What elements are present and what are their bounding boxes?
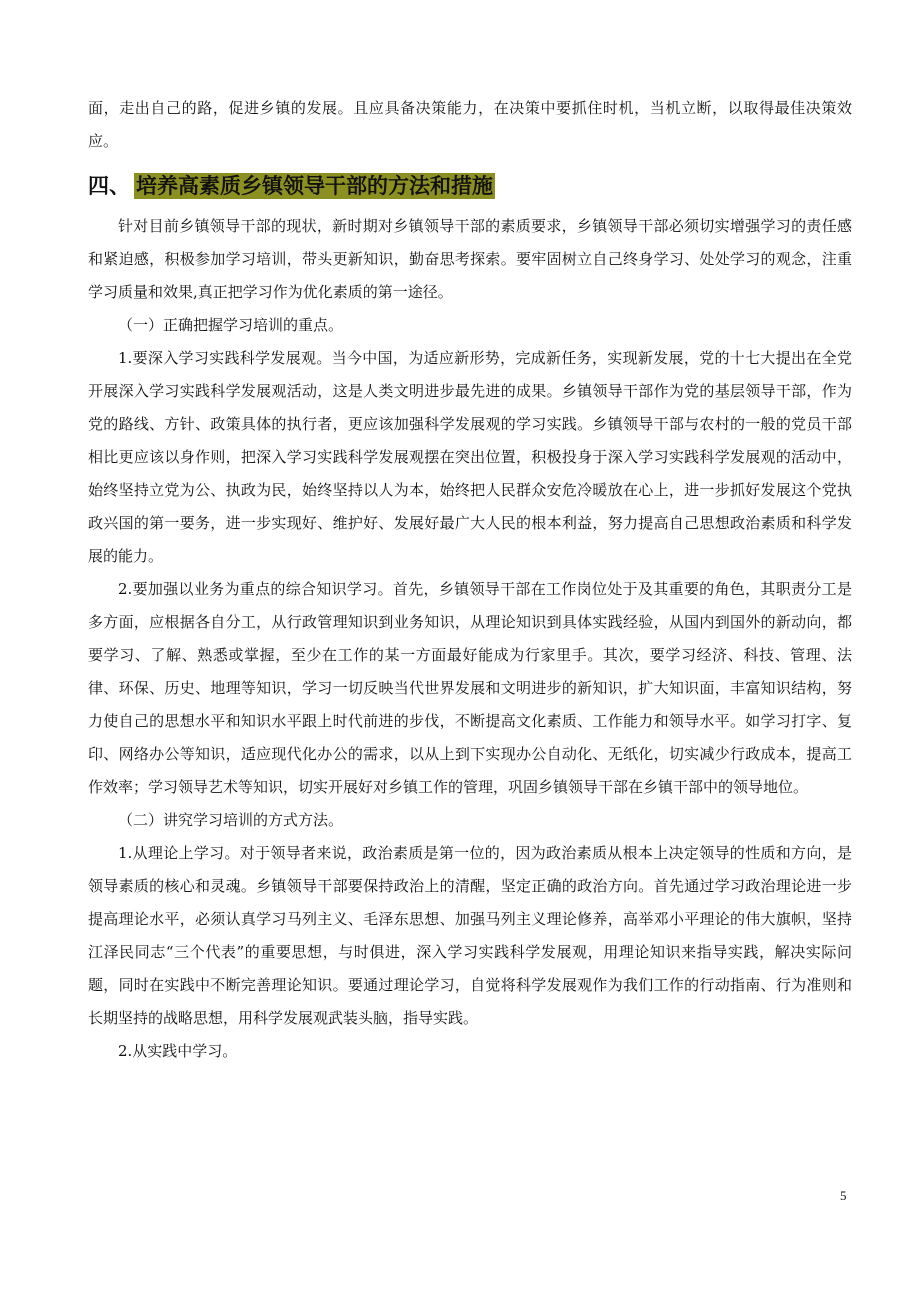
paragraph-2: 1.要深入学习实践科学发展观。当今中国，为适应新形势，完成新任务，实现新发展，党的十七大提出在全党开展深入学习实践科学发展观活动，这是人类文明进步最先进的成果。乡镇领导干部作为党的基层领导干部，作为党的路线、方针、政策具体的执行者，更应该加强科学发展观的学习实践。乡镇领导干部与农村的一般的党员干部相比更应该以身作则，把深入学习实践科学发展观摆在突出位置，积极投身于深入学习实践科学发展观的活动中，始终坚持立党为公、执政为民，始终坚持以人为本，始终把人民群众安危冷暖放在心上，进一步抓好发展这个党执政兴国的第一要务，进一步实现好、维护好、发展好最广大人民的根本利益，努力提高自己思想政治素质和科学发展的能力。 bbox=[88, 349, 852, 565]
section-number: 四、 bbox=[88, 174, 130, 198]
subheading-1: （一）正确把握学习培训的重点。 bbox=[118, 316, 344, 334]
page-number: 5 bbox=[840, 1188, 847, 1203]
paragraph-4: 1.从理论上学习。对于领导者来说，政治素质是第一位的，因为政治素质从根本上决定领导的性质和方向，是领导素质的核心和灵魂。乡镇领导干部要保持政治上的清醒，坚定正确的政治方向。首先通过学习政治理论进一步提高理论水平，必须认真学习马列主义、毛泽东思想、加强马列主义理论修养，高举邓小平理论的伟大旗帜，坚持江泽民同志“三个代表”的重要思想，与时俱进，深入学习实践科学发展观，用理论知识来指导实践，解决实际问题，同时在实践中不断完善理论知识。要通过理论学习，自觉将科学发展观作为我们工作的行动指南、行为准则和长期坚持的战略思想，用科学发展观武装头脑，指导实践。 bbox=[88, 844, 852, 1027]
section-title-highlighted: 培养高素质乡镇领导干部的方法和措施 bbox=[136, 174, 493, 198]
subheading-2: （二）讲究学习培训的方式方法。 bbox=[118, 811, 344, 829]
paragraph-intro-tail: 面，走出自己的路，促进乡镇的发展。且应具备决策能力，在决策中要抓住时机，当机立断，以取得最佳决策效应。 bbox=[88, 99, 852, 150]
section-heading bbox=[88, 166, 852, 206]
paragraph-3: 2.要加强以业务为重点的综合知识学习。首先，乡镇领导干部在工作岗位处于及其重要的角色，其职责分工是多方面，应根据各自分工，从行政管理知识到业务知识，从理论知识到具体实践经验，从国内到国外的新动向，都要学习、了解、熟悉或掌握，至少在工作的某一方面最好能成为行家里手。其次，要学习经济、科技、管理、法律、环保、历史、地理等知识，学习一切反映当代世界发展和文明进步的新知识，扩大知识面，丰富知识结构，努力使自己的思想水平和知识水平跟上时代前进的步伐，不断提高文化素质、工作能力和领导水平。如学习打字、复印、网络办公等知识，适应现代化办公的需求，以从上到下实现办公自动化、无纸化，切实减少行政成本，提高工作效率；学习领导艺术等知识，切实开展好对乡镇工作的管理，巩固乡镇领导干部在乡镇干部中的领导地位。 bbox=[88, 580, 852, 796]
paragraph-1: 针对目前乡镇领导干部的现状，新时期对乡镇领导干部的素质要求，乡镇领导干部必须切实增强学习的责任感和紧迫感，积极参加学习培训，带头更新知识，勤奋思考探索。要牢固树立自己终身学习、处处学习的观念，注重学习质量和效果,真正把学习作为优化素质的第一途径。 bbox=[88, 217, 852, 301]
document-body bbox=[88, 92, 852, 1068]
paragraph-5: 2.从实践中学习。 bbox=[118, 1042, 238, 1060]
